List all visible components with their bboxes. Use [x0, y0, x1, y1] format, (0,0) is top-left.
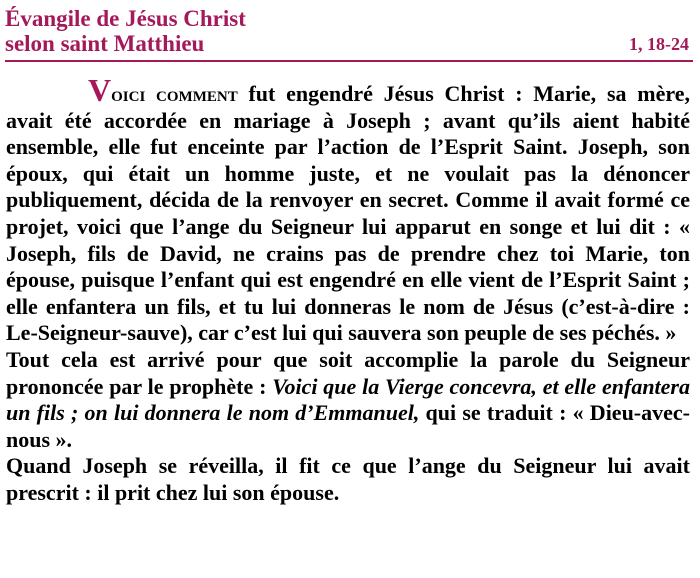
smallcaps-opening: oici comment	[111, 81, 238, 106]
paragraph-1-text: fut engendré Jésus Christ : Marie, sa mère, avait été accordée en mariage à Joseph ; avant qu’ils aient habité ensemble, elle fut enceinte par l’action de l’Esprit Saint. Joseph, son époux, qui était un homme juste, et ne voulait pas la dénoncer publiquement, décida de la renvoyer en secret. Comme il avait formé ce projet, voici que l’ange du Seigneur lui apparut en songe et lui dit : « Joseph, fils de David, ne crains pas de prendre chez toi Marie, ton épouse, puisque l’enfant qui est engendré en elle vient de l’Esprit Saint ; elle enfantera un fils, et tu lui donneras le nom de Jésus (c’est-à-dire : Le-Seigneur-sauve), car c’est lui qui sauvera son peuple de ses péchés. »	[6, 81, 690, 346]
gospel-text	[6, 72, 690, 507]
prophecy-quote: Voici que la Vierge concevra, et elle enfantera un fils ; on lui donnera le nom d’Emmanuel,	[6, 373, 690, 426]
title-line-2: selon saint Matthieu	[5, 31, 205, 56]
title-line-1: Évangile de Jésus Christ	[5, 6, 246, 31]
scripture-reference: 1, 18-24	[629, 34, 689, 54]
paragraph-2-start: Tout cela est arrivé pour que soit accomplie la parole du Seigneur prononcée par le prophète :	[6, 346, 690, 399]
paragraph-2	[6, 347, 690, 453]
paragraph-2-end: qui se traduit : « Dieu-avec-nous ».	[6, 400, 690, 452]
paragraph-1	[6, 72, 690, 347]
reading-header	[5, 6, 691, 56]
paragraph-3: Quand Joseph se réveilla, il fit ce que l’ange du Seigneur lui avait prescrit : il prit chez lui son épouse.	[6, 453, 690, 505]
title-row	[5, 31, 691, 56]
header-divider	[5, 60, 693, 62]
dropcap: V	[88, 72, 112, 108]
